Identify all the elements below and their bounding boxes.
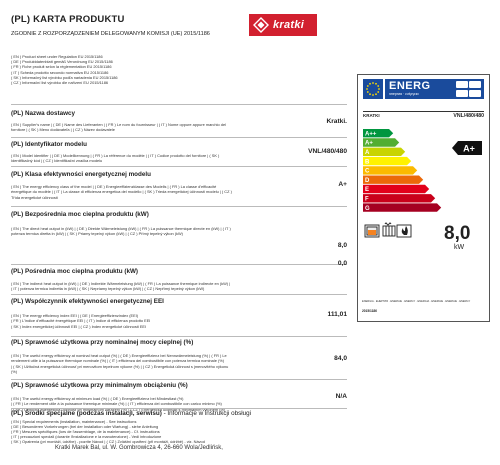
row-heading: (PL) Nazwa dostawcy [11, 110, 76, 117]
row-translations [11, 353, 347, 375]
heat-output-unit: kW [454, 244, 465, 251]
language-line: ( DE ) Produktdatenblatt gemäß Verordnung EU 2015/1186 [11, 59, 113, 65]
row-value: N/A [335, 393, 347, 400]
row-divider [11, 104, 347, 105]
translation-line: ( EN ) Model identifier | ( DE ) Modellkennung | ( FR ) La référence du modèle | ( IT ) Codice prodotto del fornitore | ( SK ) [11, 153, 220, 158]
row-value: 84,0 [334, 355, 347, 362]
row-divider [11, 166, 347, 167]
translation-line: | ( SK ) Užitočná energetická účinnosť pri menovitom tepelnom výkone (%) | ( CZ ) Energetická účinnost s jmenovitého výkonu [11, 363, 229, 369]
language-line: ( EN ) Product sheet under Regulation EU 2015/1186 [11, 54, 103, 59]
translation-line: Třída energetické účinnosti [11, 194, 58, 200]
eu-flag-icon [363, 79, 383, 99]
energy-class-aplusplus [363, 129, 393, 137]
row-energy-efficiency-index [11, 298, 347, 329]
translation-line: ( FR ) L'indice d'efficacité énergétique EEI | ( IT ) Indice di efficienza prodotto EEI [11, 318, 151, 324]
svg-text:A++: A++ [365, 131, 377, 138]
translation-line: ( IT ) precauzioni speciali (durante l'installazione e la manutenzione) - Vedi introduzione [11, 434, 162, 439]
translation-line: ( EN ) The direct heat output in (kW) | ( DE ) Direkte Wärmeleistung (kW) | ( FR ) La puissance thermique directe en (kW) | ( IT ) [11, 226, 231, 231]
translation-line: ( EN ) The energy efficiency class of the model | ( DE ) Energieeffizienzklasse des Modells | ( FR ) La classe d'efficacité [11, 184, 217, 189]
page-subtitle: ZGODNIE Z ROZPORZĄDZENIEM DELEGOWANYM KOMISJI (UE) 2015/1186 [11, 31, 210, 37]
row-value: 0,0 [337, 260, 347, 267]
energy-class-b [363, 157, 411, 165]
svg-text:A: A [365, 150, 370, 156]
translation-line: | ( SK ) Užitočná energetická účinnosť pri minimálnom zaťažení (%) | ( CZ ) Energetická účinnost s minimálním výkonem (%) [11, 406, 226, 412]
translation-line: ( EN ) The indirect heat output in (kW) | ( DE ) Indirekte Wärmeleistung (kW) | ( FR ) La puissance thermique indirecte en (kW) | [11, 281, 231, 286]
translation-line: | ( FR ) Le rendement utile à la puissance thermique minimale (%) | ( IT ) efficienza del combustibile con carico minimo (%) [11, 401, 222, 407]
translation-line: ( DE ) Besonderen Vorkehrungen (bei der Installation oder Wartung) - siehe Anleitung [11, 424, 159, 429]
svg-text:C: C [365, 168, 370, 175]
row-heading [11, 410, 347, 417]
svg-text:G: G [365, 205, 370, 212]
translation-line: ( EN ) Supplier's name | ( DE ) Name des Lieferanten | ( FR ) Le nom du fournisseur | ( IT ) Nome oppure appure marchio del [11, 122, 226, 127]
energ-subtitle: энергия · ενέργεια [389, 92, 419, 96]
translation-line: (%) [11, 369, 18, 375]
kratki-logo-text: kratki [273, 19, 305, 31]
translation-line: Identifikačný kód | ( CZ ) Identifikační značka modelu [11, 158, 103, 164]
energ-title: ENERG [389, 80, 431, 92]
row-heading: (PL) Klasa efektywności energetycznej modelu [11, 171, 151, 178]
row-value: Kratki. [326, 118, 347, 125]
flag-icon [469, 81, 481, 88]
translation-line: fornitore | ( SK ) Meno dodávateľa | ( CZ ) Název dodavatele [11, 127, 115, 133]
row-heading: (PL) Identyfikator modelu [11, 141, 87, 148]
translation-line: ( SK ) Index energetickej účinnosti EEI | ( CZ ) Index energetické účinnosti EEI [11, 323, 147, 329]
energy-class-a [363, 148, 405, 156]
energy-rating-arrow [452, 141, 482, 155]
translation-line: ( IT ) potenza termica indiretta in (kW) | ( SK ) Nepriamy tepelný výkon (kW) | ( CZ ) Nepřímý tepelný výkon (kW) [11, 286, 205, 292]
energy-class-e [363, 185, 429, 193]
translation-line: ( FR ) Mesures spécifiques (lors de l'assemblage, de la maintenance) - Cf. instructions [11, 429, 160, 434]
energy-class-c [363, 166, 417, 174]
row-heading: (PL) Sprawność użytkowa przy minimalnym obciążeniu (%) [11, 382, 188, 389]
row-divider [11, 294, 347, 295]
energy-label-brand: KRATKI [363, 113, 380, 118]
translation-line: ( SK ) Opatrenia (pri montáži, údržbe) - pozrite Návod | ( CZ ) Zvláštní opatření (při montáži, údržbě) - viz. Návod [11, 439, 205, 444]
row-divider [11, 264, 347, 265]
svg-text:B: B [365, 159, 370, 166]
flag-icon [456, 90, 468, 97]
row-translations [11, 419, 347, 444]
row-translations [11, 184, 347, 200]
row-value: 111,01 [327, 311, 347, 318]
language-list [11, 54, 118, 85]
row-translations [11, 313, 347, 329]
row-translations [11, 226, 347, 237]
row-indirect-heat-output [11, 260, 347, 292]
energy-class-d [363, 176, 423, 184]
radiator-icon [383, 223, 395, 236]
row-value: A+ [338, 181, 347, 188]
energy-class-g [363, 203, 441, 211]
energy-class-scale [363, 129, 443, 213]
row-model-identifier [11, 141, 347, 164]
energy-class-f [363, 194, 435, 202]
energy-label-languages: ENERGIA · ЕНЕРГИЯ · ENERGIE · ENERGY · ENERGIA · ENERGIE · ENERGIE · ENERGY [362, 300, 471, 303]
energ-language-flags [456, 81, 482, 97]
kratki-logo-mark-icon [253, 17, 269, 33]
row-heading: (PL) Współczynnik efektywności energetycznej EEI [11, 298, 164, 305]
translation-line: énergétique du modèle | ( IT ) La classe di efficienza energetica del modello | ( SK ) Trieda energetickej účinnosti modelu | ( CZ ) [11, 189, 232, 195]
translation-line: ( EN ) The useful energy efficiency at nominal heat output (%) | ( DE ) Energieeffizienz bei Nennwärmeleistung (%) | ( FR ) Le [11, 353, 227, 358]
row-heading-note: - Informacje w instrukcji obsługi [161, 410, 252, 417]
row-supplier-name [11, 110, 347, 133]
row-value: VNL/480/480 [308, 148, 347, 155]
energy-label [357, 74, 490, 322]
row-divider [11, 379, 347, 380]
language-line: ( IT ) Scheda prodotto secondo normativa EU 2015/1186 [11, 69, 109, 75]
flag-icon [456, 81, 468, 88]
svg-text:D: D [365, 177, 370, 184]
energy-rating-text: A+ [463, 143, 475, 154]
row-divider [11, 206, 347, 207]
row-translations [11, 281, 347, 292]
row-special-requirements [11, 410, 347, 444]
row-nominal-efficiency [11, 339, 347, 375]
energy-label-regulation: 2015/1186 [362, 309, 377, 313]
flag-icon [469, 90, 481, 97]
row-divider [11, 137, 347, 138]
fireplace-icon [365, 225, 379, 237]
svg-text:A+: A+ [365, 140, 373, 147]
translation-line: potenza termica diretta in (kW) | ( SK ) Priamy tepelný výkon (kW) | ( CZ ) Přímý tepelný výkon (kW) [11, 231, 183, 237]
row-heading-text: (PL) Środki specjalne (podczas instalacji, serwisu) [11, 410, 162, 417]
row-heading: (PL) Sprawność użytkowa przy nominalnej mocy cieplnej (%) [11, 339, 194, 346]
row-energy-class [11, 171, 347, 200]
page-title: (PL) KARTA PRODUKTU [11, 14, 125, 25]
flame-icon [397, 225, 411, 237]
energy-class-aplus [363, 138, 399, 146]
heat-output-value: 8,0 [444, 223, 471, 244]
translation-line: ( EN ) The useful energy efficiency at minimum load (%) | ( DE ) Energieeffizienz bei Mindestlast (%) [11, 396, 184, 401]
row-direct-heat-output [11, 211, 347, 249]
translation-line: ( EN ) The energy efficiency index EEI | ( DE ) Energieeffizienzindex (EEI) [11, 313, 139, 318]
energ-banner [385, 79, 484, 99]
energy-label-header [363, 79, 484, 101]
translation-line: ( EN ) Special requirements (installation, maintenance) - See instructions [11, 419, 137, 424]
row-value: 8,0 [337, 242, 347, 249]
row-translations [11, 122, 347, 133]
language-line: ( FR ) Fiche produit selon la réglementation EU 2015/1186 [11, 64, 112, 70]
language-line: ( SK ) Informačný list výrobku podľa nariadenia EU 2015/1186 [11, 74, 118, 80]
energy-label-model: VNL/480/480 [453, 113, 484, 119]
row-heading: (PL) Pośrednia moc cieplna produktu (kW) [11, 268, 138, 275]
svg-text:F: F [365, 196, 369, 203]
row-divider [11, 408, 347, 409]
kratki-logo [249, 14, 317, 36]
row-heading: (PL) Bezpośrednia moc cieplna produktu (kW) [11, 211, 149, 218]
svg-text:E: E [365, 187, 370, 194]
energy-label-divider [363, 111, 484, 112]
translation-line: rendement utile à la puissance thermique nominale (%) | ( IT ) efficienza del combustibile con potenza termica nominale (%) [11, 358, 225, 364]
row-translations [11, 153, 347, 164]
language-line: ( CZ ) Informační list výrobku dle nařízení EU 2015/1186 [11, 80, 109, 86]
row-divider [11, 336, 347, 337]
footer-address: Kratki Marek Bal, ul. W. Gombrowicza 4, 26-660 Wola/Jedlińsk, [55, 445, 223, 451]
